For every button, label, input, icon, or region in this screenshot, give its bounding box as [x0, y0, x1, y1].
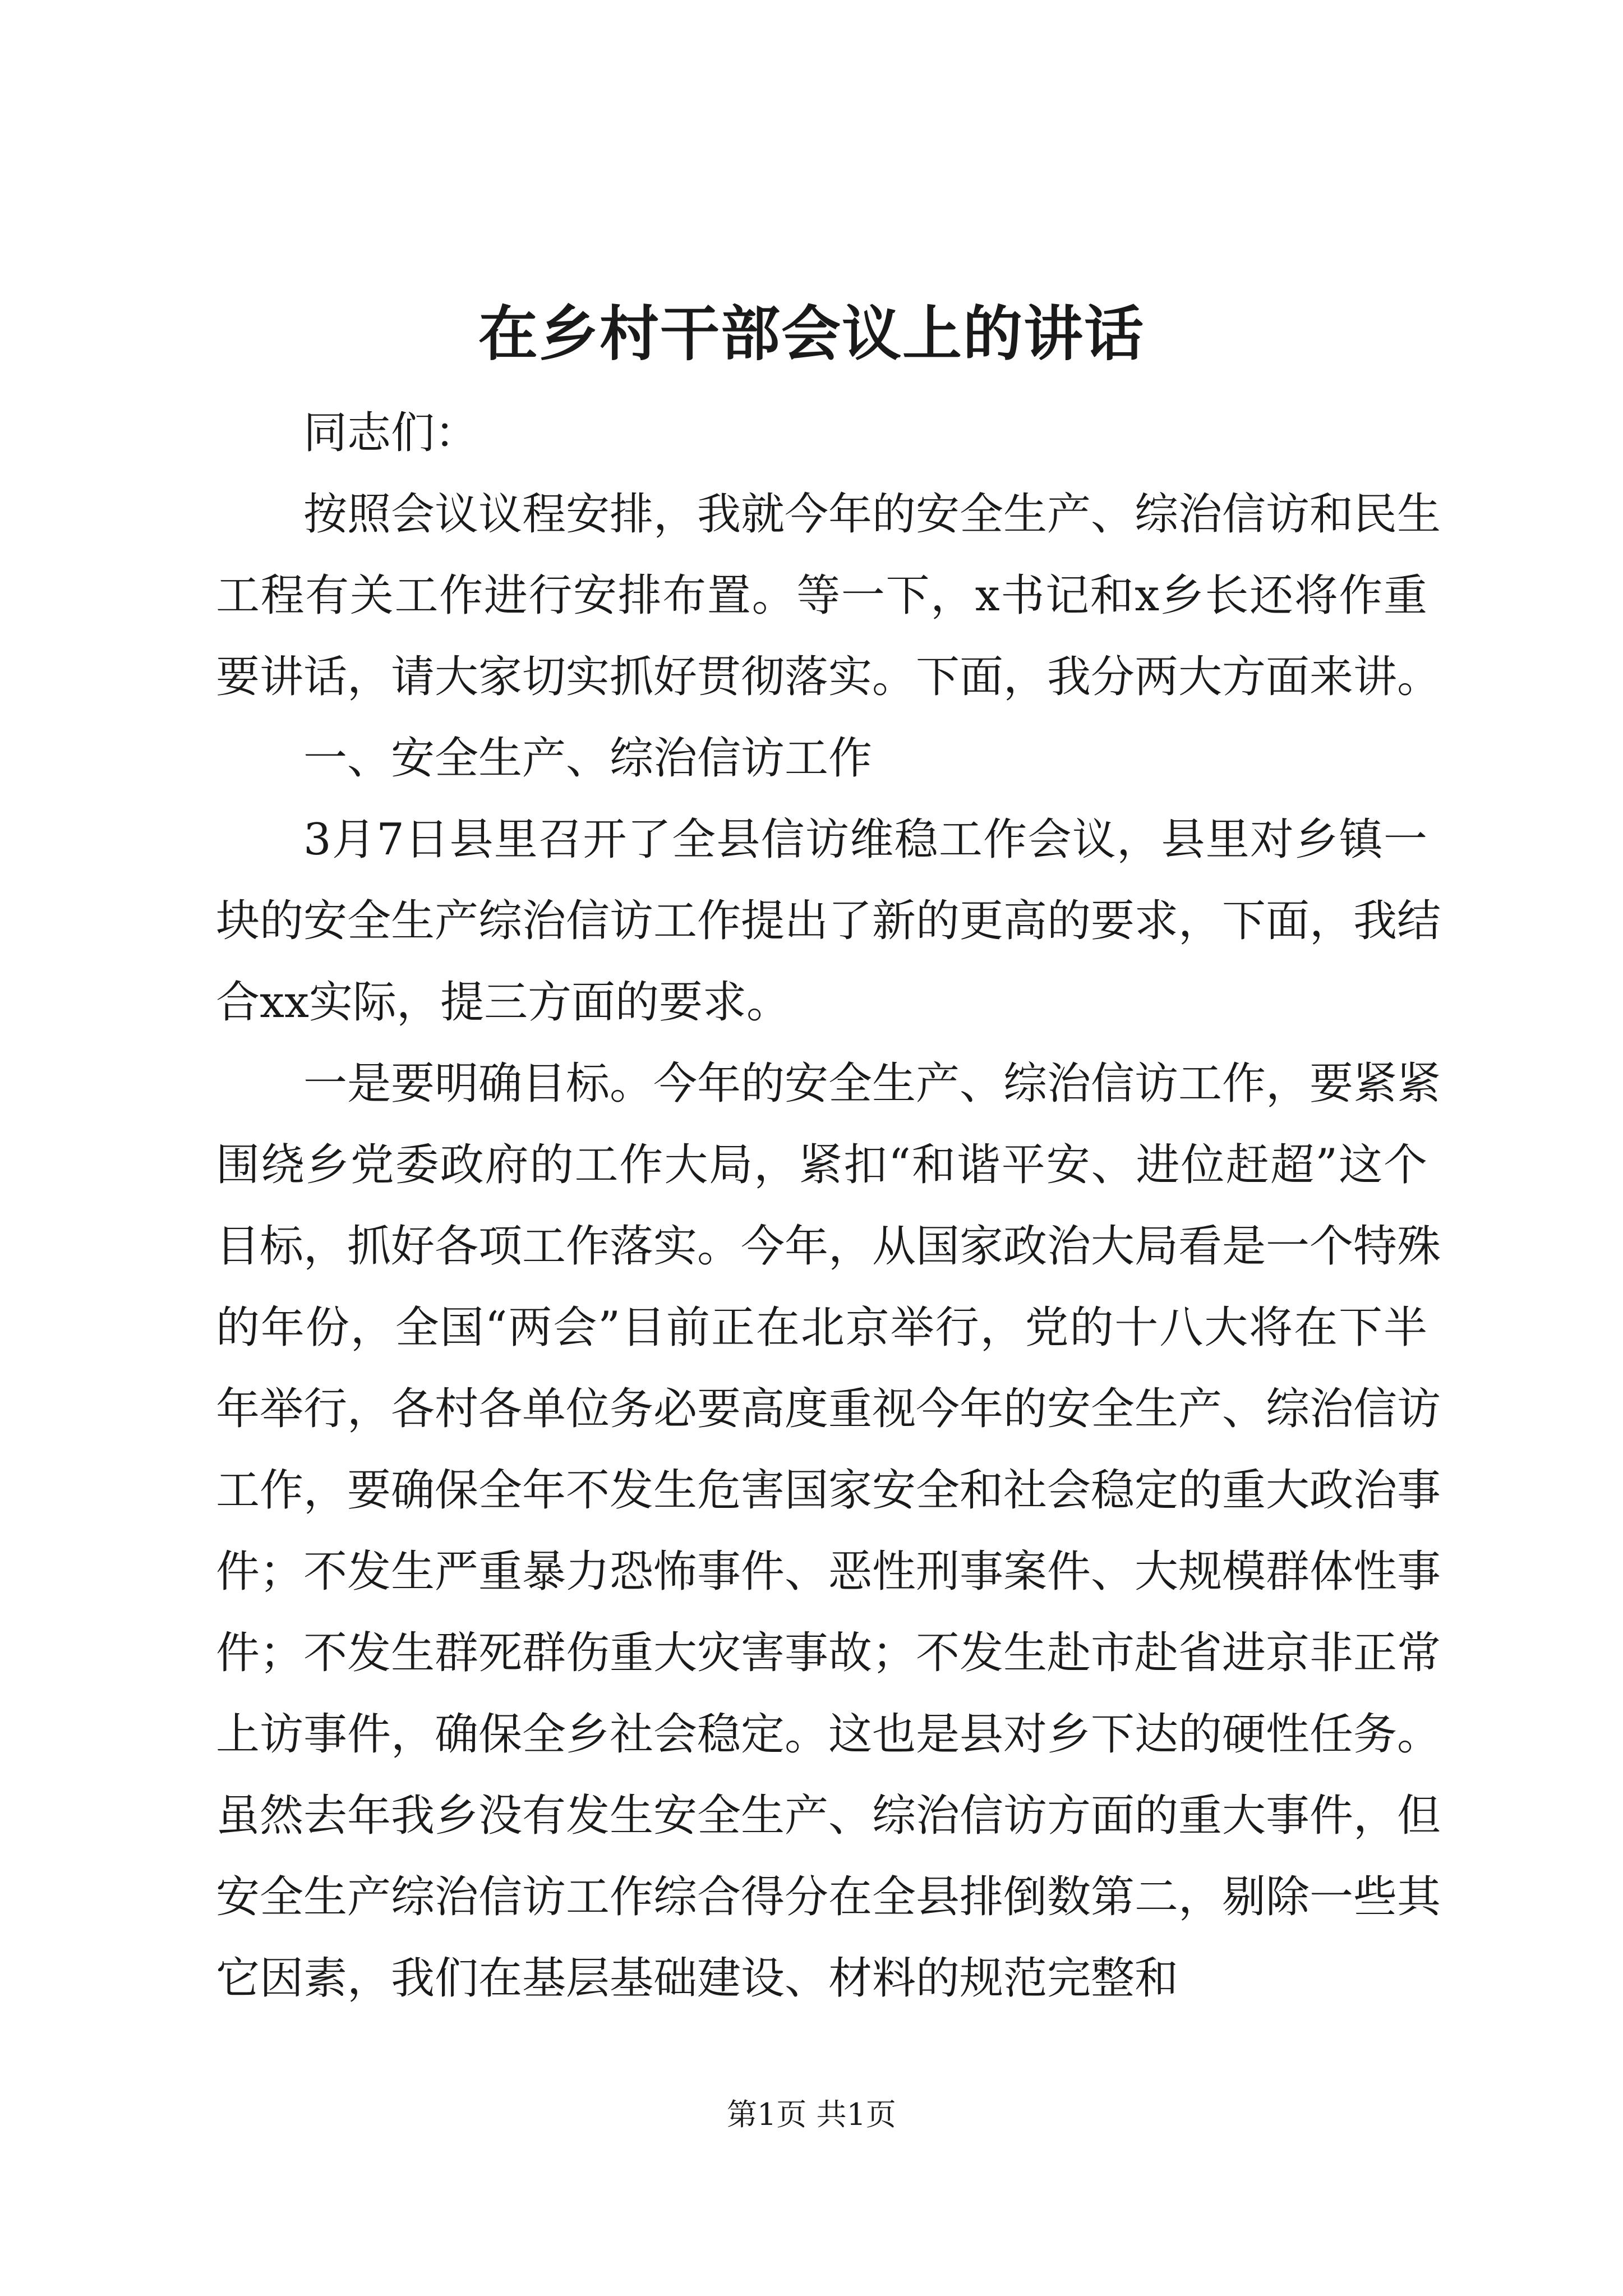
section-heading: 一、安全生产、综治信访工作 — [303, 733, 873, 784]
paragraph-line: 件；不发生群死群伤重大灾害事故；不发生赴市赴省进京非正常 — [216, 1628, 1441, 1678]
salutation-line: 同志们： — [303, 408, 479, 458]
paragraph-line: 它因素，我们在基层基础建设、材料的规范完整和 — [216, 1953, 1179, 2004]
paragraph-line: 的年份，全国“两会”目前正在北京举行，党的十八大将在下半 — [216, 1303, 1427, 1353]
paragraph-line: 合xx实际，提三方面的要求。 — [216, 977, 790, 1028]
paragraph-line: 工程有关工作进行安排布置。等一下，x书记和x乡长还将作重 — [216, 570, 1427, 621]
paragraph-line: 工作，要确保全年不发生危害国家安全和社会稳定的重大政治事 — [216, 1465, 1441, 1516]
paragraph-line: 年举行，各村各单位务必要高度重视今年的安全生产、综治信访 — [216, 1384, 1441, 1434]
paragraph-line: 目标，抓好各项工作落实。今年，从国家政治大局看是一个特殊 — [216, 1221, 1441, 1272]
paragraph-line: 上访事件，确保全乡社会稳定。这也是县对乡下达的硬性任务。 — [216, 1709, 1441, 1760]
paragraph-line: 件；不发生严重暴力恐怖事件、恶性刑事案件、大规模群体性事 — [216, 1547, 1441, 1597]
paragraph-line: 要讲话，请大家切实抓好贯彻落实。下面，我分两大方面来讲。 — [216, 652, 1441, 702]
paragraph-line: 按照会议议程安排，我就今年的安全生产、综治信访和民生 — [303, 489, 1441, 540]
paragraph-line: 块的安全生产综治信访工作提出了新的更高的要求，下面，我结 — [216, 896, 1441, 946]
document-title: 在乡村干部会议上的讲话 — [478, 298, 1145, 369]
paragraph-line: 一是要明确目标。今年的安全生产、综治信访工作，要紧紧 — [303, 1059, 1441, 1109]
paragraph-line: 3月7日县里召开了全县信访维稳工作会议，县里对乡镇一 — [303, 815, 1427, 865]
page-footer: 第1页 共1页 — [727, 2097, 896, 2132]
paragraph-line: 安全生产综治信访工作综合得分在全县排倒数第二，剔除一些其 — [216, 1872, 1441, 1922]
paragraph-line: 围绕乡党委政府的工作大局，紧扣“和谐平安、进位赶超”这个 — [216, 1140, 1427, 1190]
document-body — [216, 393, 1441, 2019]
paragraph-line: 虽然去年我乡没有发生安全生产、综治信访方面的重大事件，但 — [216, 1791, 1441, 1841]
